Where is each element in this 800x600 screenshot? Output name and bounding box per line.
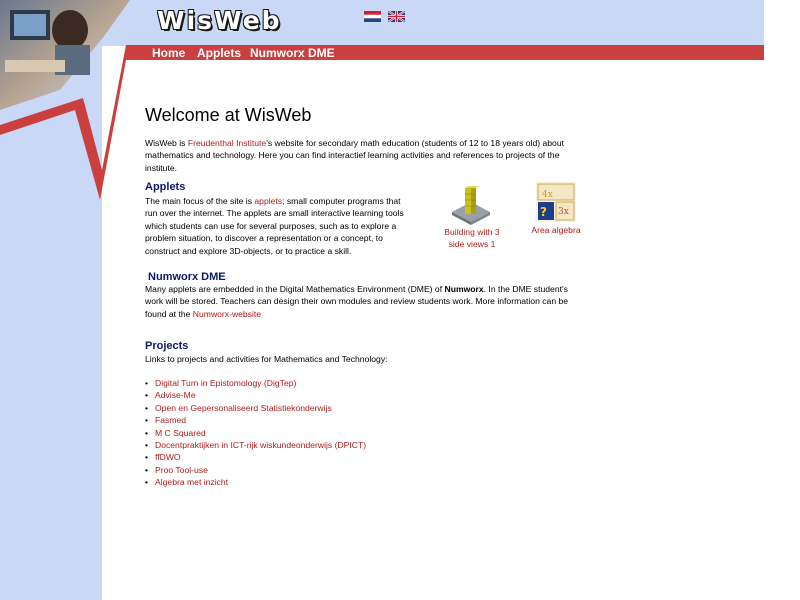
nav-home[interactable]: Home <box>152 46 186 60</box>
svg-text:3x: 3x <box>558 207 569 217</box>
list-item[interactable] <box>145 476 366 488</box>
numworx-middle: . In the DME student's work will be stored. Teachers can design their own modules and review students work. More information can be found at the <box>145 284 569 319</box>
applets-paragraph <box>145 195 415 257</box>
numworx-website-link[interactable]: Numworx-website <box>192 308 262 319</box>
nav-applets[interactable]: Applets <box>197 46 242 60</box>
project-link[interactable]: Algebra met inzicht <box>155 477 229 488</box>
project-link[interactable]: ffDWO <box>155 452 181 463</box>
intro-paragraph <box>145 137 585 174</box>
list-item[interactable] <box>145 439 366 451</box>
project-link[interactable]: Fasmed <box>155 415 187 426</box>
decorative-chevron <box>0 40 130 210</box>
nav-numworx-dme[interactable]: Numworx DME <box>250 46 335 60</box>
applet-caption-area-algebra[interactable]: Area algebra <box>531 225 581 235</box>
applets-suffix: ; small computer programs that run over the internet. The applets are small interactive learning tools which students can use for several purposes, such as to explore a problem situation, to discover a representation or a concept, to construct and explore 3D-objects, or to practice a skill. <box>145 196 404 256</box>
list-item[interactable] <box>145 451 366 463</box>
numworx-heading: Numworx DME <box>148 271 226 283</box>
numworx-bold: Numworx <box>444 284 484 294</box>
applets-prefix: The main focus of the site is <box>145 196 255 206</box>
projects-intro: Links to projects and activities for Mathematics and Technology: <box>145 354 388 364</box>
list-item[interactable] <box>145 402 366 414</box>
project-link[interactable]: Advise-Me <box>155 390 196 401</box>
netherlands-flag-icon[interactable] <box>364 11 381 22</box>
bullet-icon: • <box>145 415 149 426</box>
site-logo[interactable]: WisWeb <box>157 6 282 35</box>
bullet-icon: • <box>145 402 149 413</box>
project-link[interactable]: Digital Turn in Epistomology (DigTep) <box>155 378 297 388</box>
bullet-icon: • <box>145 390 149 401</box>
svg-text:4x: 4x <box>542 190 553 200</box>
area-algebra-icon[interactable] <box>536 182 576 222</box>
building-blocks-icon[interactable] <box>450 184 492 226</box>
bullet-icon: • <box>145 452 149 463</box>
bullet-icon: • <box>145 464 149 475</box>
intro-prefix: WisWeb is <box>145 138 188 148</box>
bullet-icon: • <box>145 427 149 438</box>
project-link[interactable]: Docentpraktijken in ICT-rijk wiskundeonderwijs (DPICT) <box>155 440 367 451</box>
bullet-icon: • <box>145 477 149 488</box>
projects-heading: Projects <box>145 340 189 352</box>
applets-heading: Applets <box>145 181 186 193</box>
bullet-icon: • <box>145 440 149 451</box>
project-link[interactable]: M C Squared <box>155 427 206 438</box>
freudenthal-link[interactable]: Freudenthal Institute <box>187 138 267 148</box>
intro-suffix: 's website for secondary math education (students of 12 to 18 years old) about mathematics and technology. Here you can find interactief learning activities and references to projects of the institute. <box>145 138 565 173</box>
bullet-icon: • <box>145 378 149 388</box>
svg-text:?: ? <box>540 205 547 219</box>
page-title: Welcome at WisWeb <box>145 105 312 125</box>
project-link[interactable]: Proo Tool-use <box>155 464 208 475</box>
list-item[interactable] <box>145 377 366 389</box>
applet-caption-building[interactable]: Building with 3 side views 1 <box>444 227 500 249</box>
project-link[interactable]: Open en Gepersonaliseerd Statistiekonderwijs <box>155 402 332 413</box>
uk-flag-icon[interactable] <box>388 11 405 22</box>
list-item[interactable] <box>145 427 366 439</box>
list-item[interactable] <box>145 414 366 426</box>
numworx-prefix: Many applets are embedded in the Digital Mathematics Environment (DME) of <box>145 284 445 294</box>
applets-link[interactable]: applets <box>254 196 283 206</box>
list-item[interactable] <box>145 464 366 476</box>
list-item[interactable] <box>145 389 366 401</box>
numworx-paragraph <box>145 283 585 320</box>
projects-list <box>145 377 366 489</box>
